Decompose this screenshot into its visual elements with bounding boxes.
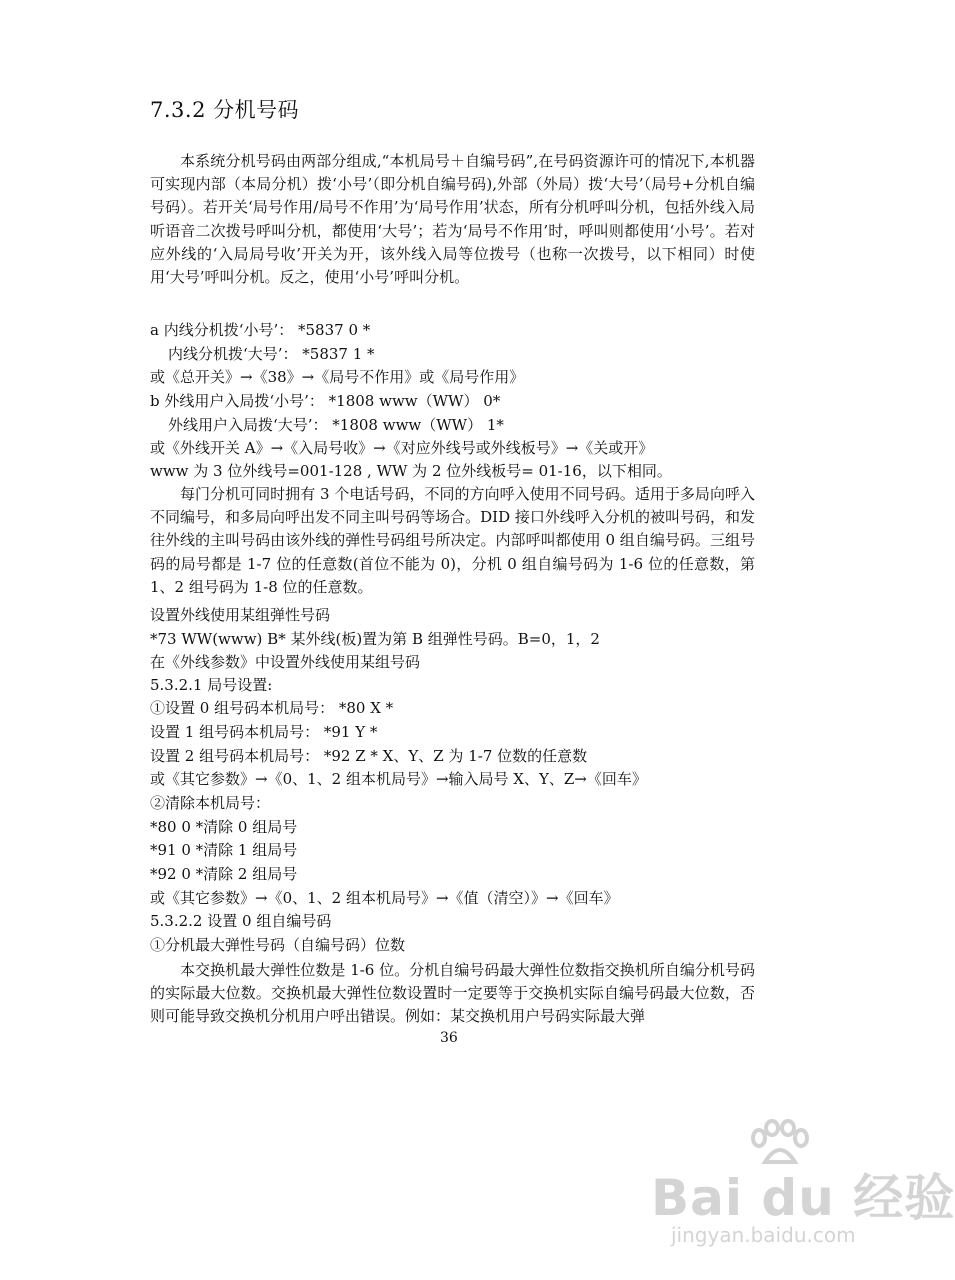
section-heading: 7.3.2 分机号码 (150, 98, 300, 122)
code-line: *92 0 *清除 2 组局号 (150, 865, 298, 883)
menu-path-line: 或《总开关》→《38》→《局号不作用》或《局号作用》 (150, 368, 525, 386)
code-line-a-large: 内线分机拨‘大号’： *5837 1 * (168, 345, 375, 363)
page-number: 36 (440, 1030, 458, 1046)
code-line-b-large: 外线用户入局拨‘大号’： *1808 www（WW） 1* (168, 416, 504, 434)
code-line-a-small: a 内线分机拨‘小号’： *5837 0 * (150, 321, 371, 339)
code-line-b-small: b 外线用户入局拨‘小号’： *1808 www（WW） 0* (150, 392, 501, 410)
text-line: ①分机最大弹性号码（自编号码）位数 (150, 936, 406, 954)
code-line: *73 WW(www) B* 某外线(板)置为第 B 组弹性号码。B=0，1，2 (150, 630, 600, 648)
text-line: 设置外线使用某组弹性号码 (150, 606, 331, 624)
subsection-heading: 5.3.2.1 局号设置: (150, 676, 273, 694)
code-line: *80 0 *清除 0 组局号 (150, 818, 298, 836)
paragraph-intro: 本系统分机号码由两部分组成,“本机局号＋自编号码”,在号码资源许可的情况下,本机器可实现内部（本局分机）拨‘小号’（即分机自编号码),外部（外局）拨‘大号’（局号+分机自编号码）。若开关‘局号作用/局号不作用’为‘局号作用’状态，所有分机呼叫分机，包括外线入局听语音二次拨号呼叫分机，都使用‘大号’；若为‘局号不作用’时，呼叫则都使用‘小号’。若对应外线的‘入局局号收’开关为开，该外线入局等位拨号（也称一次拨号，以下相同）时使用‘大号’呼叫分机。反之，使用‘小号’呼叫分机。 (150, 152, 755, 287)
code-line: 设置 1 组号码本机局号： *91 Y * (150, 723, 378, 741)
text-line: 在《外线参数》中设置外线使用某组号码 (150, 653, 421, 671)
paragraph-numbers: 每门分机可同时拥有 3 个电话号码，不同的方向呼入使用不同号码。适用于多局向呼入不同编号，和多局向呼出发不同主叫号码等场合。DID 接口外线呼入分机的被叫号码，和发往外线的主叫号码由该外线的弹性号码组号所决定。内部呼叫都使用 0 组自编号码。三组号码的局号都是 1-7 位的任意数(首位不能为 0)，分机 0 组自编号码为 1-6 位的任意数，第 1、2 组号码为 1-8 位的任意数。 (150, 485, 755, 596)
code-line: ①设置 0 组号码本机局号： *80 X * (150, 699, 394, 717)
note-line: www 为 3 位外线号=001-128 , WW 为 2 位外线板号= 01-16，以下相同。 (150, 462, 672, 480)
watermark-url: jingyan.baidu.com (671, 1223, 856, 1247)
watermark-logo-text: Bai du 经验 (651, 1169, 955, 1227)
subsection-heading: 5.3.2.2 设置 0 组自编号码 (150, 912, 332, 930)
menu-path-line: 或《其它参数》→《0、1、2 组本机局号》→输入局号 X、Y、Z→《回车》 (150, 770, 647, 788)
menu-path-line: 或《其它参数》→《0、1、2 组本机局号》→《值（清空）》→《回车》 (150, 889, 619, 907)
code-line: 设置 2 组号码本机局号： *92 Z * X、Y、Z 为 1-7 位数的任意数 (150, 747, 588, 765)
baidu-watermark (645, 1120, 955, 1255)
menu-path-line: 或《外线开关 A》→《入局号收》→《对应外线号或外线板号》→《关或开》 (150, 439, 654, 457)
text-line: ②清除本机局号： (150, 794, 271, 812)
paragraph-max-digits: 本交换机最大弹性位数是 1-6 位。分机自编号码最大弹性位数指交换机所自编分机号码的实际最大位数。交换机最大弹性位数设置时一定要等于交换机实际自编号码最大位数，否则可能导致交换机分机用户呼出错误。例如：某交换机用户号码实际最大弹 (150, 961, 755, 1026)
code-line: *91 0 *清除 1 组局号 (150, 841, 298, 859)
